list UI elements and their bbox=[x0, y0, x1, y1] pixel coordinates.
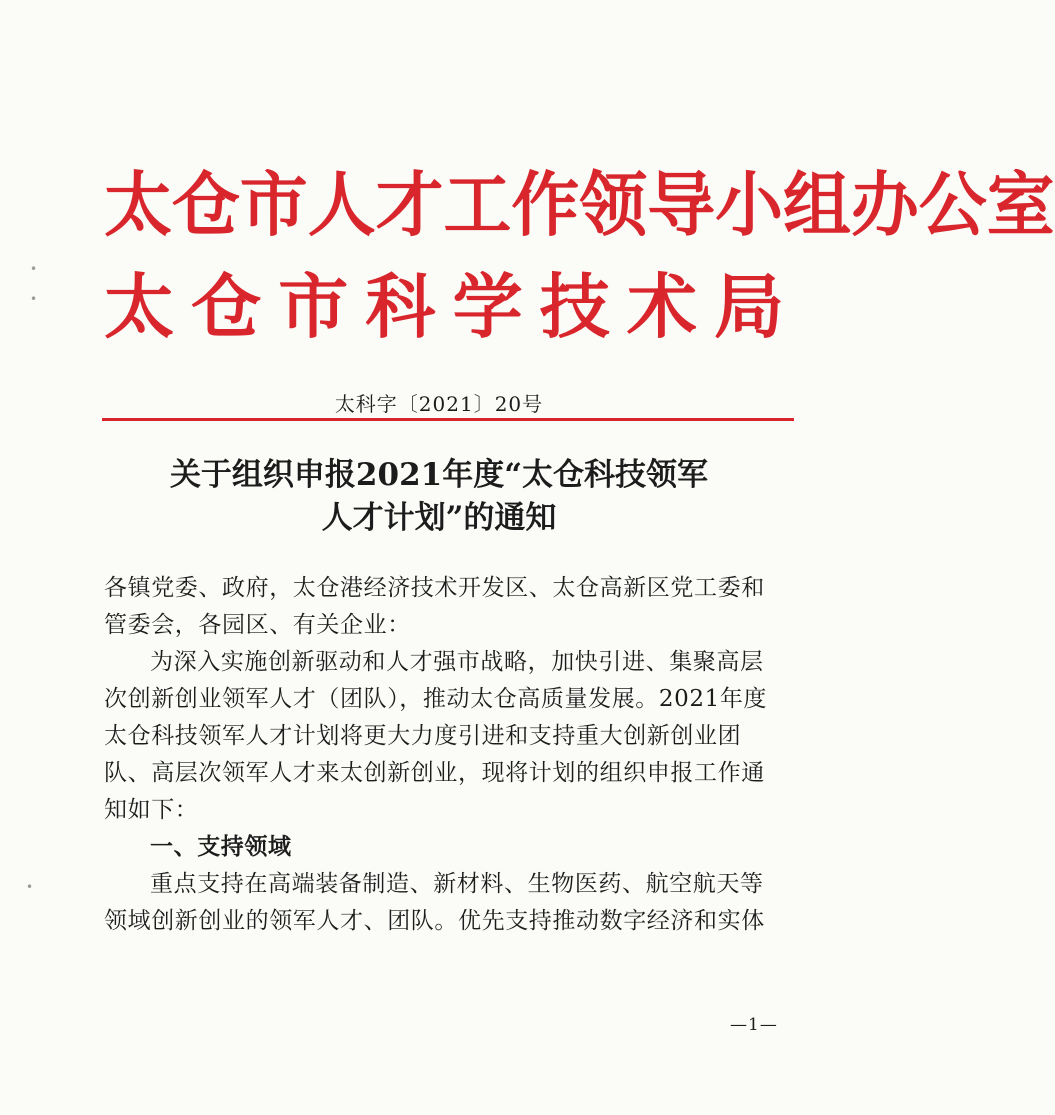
header-char: 市 bbox=[278, 266, 349, 348]
header-char: 学 bbox=[452, 266, 523, 348]
header-char: 技 bbox=[539, 266, 610, 348]
header-char: 仓 bbox=[191, 266, 262, 348]
document-title bbox=[0, 454, 878, 540]
binding-hole-mark: • bbox=[30, 292, 38, 306]
binding-hole-mark: • bbox=[30, 262, 38, 276]
header-char: 局 bbox=[713, 266, 784, 348]
header-char: 术 bbox=[626, 266, 697, 348]
intro-paragraph: 为深入实施创新驱动和人才强市战略，加快引进、集聚高层次创新创业领军人才（团队），推动太仓高质量发展。2021年度太仓科技领军人才计划将更大力度引进和支持重大创新创业团队、高层次领军人才来太创新创业，现将计划的组织申报工作通知如下： bbox=[104, 649, 768, 823]
section-paragraph: 重点支持在高端装备制造、新材料、生物医药、航空航天等领域创新创业的领军人才、团队。优先支持推动数字经济和实体 bbox=[104, 871, 765, 934]
header-char: 科 bbox=[365, 266, 436, 348]
document-number: 太科字〔2021〕20号 bbox=[334, 392, 544, 416]
red-divider-line bbox=[102, 418, 794, 421]
title-line-2: 人才计划”的通知 bbox=[321, 500, 557, 536]
addressee: 各镇党委、政府，太仓港经济技术开发区、太仓高新区党工委和管委会，各园区、有关企业： bbox=[104, 575, 765, 638]
issuer-header-line-1: 太仓市人才工作领导小组办公室 bbox=[104, 164, 1055, 246]
document-body bbox=[104, 570, 776, 940]
page-number: —1— bbox=[730, 1015, 778, 1035]
section-heading: 一、支持领域 bbox=[150, 834, 292, 860]
title-line-1: 关于组织申报2021年度“太仓科技领军 bbox=[169, 457, 709, 493]
issuer-header-line-2 bbox=[104, 266, 784, 348]
header-char: 太 bbox=[104, 266, 174, 348]
binding-hole-mark: • bbox=[26, 880, 34, 894]
